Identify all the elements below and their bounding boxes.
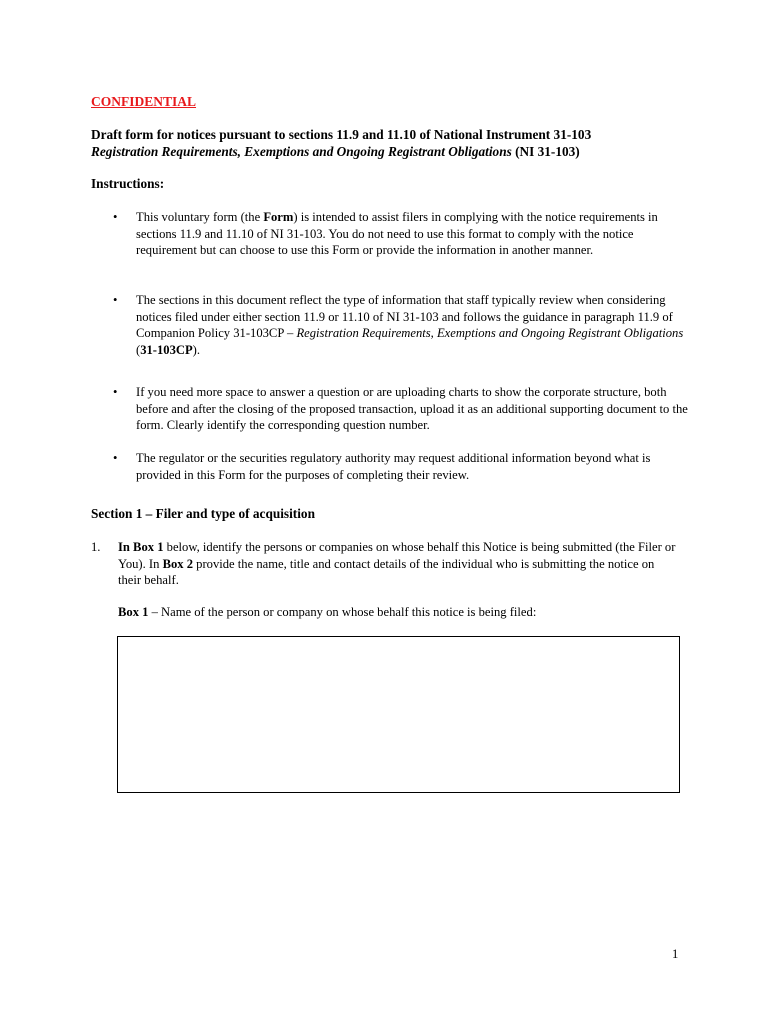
form-title-instrument-name: Registration Requirements, Exemptions and Ongoing Registrant Obligations bbox=[91, 144, 512, 159]
box-1-label: Box 1 – Name of the person or company on whose behalf this notice is being filed: bbox=[118, 605, 537, 619]
question-1-text: In Box 1 below, identify the persons or companies on whose behalf this Notice is being submitted (the Filer or You). In Box 2 provide the name, title and contact details of the individual who is submitting the notice on their behalf. bbox=[118, 540, 676, 588]
confidential-label: CONFIDENTIAL bbox=[91, 94, 197, 109]
instructions-heading: Instructions: bbox=[91, 176, 165, 191]
page-number: 1 bbox=[672, 947, 679, 961]
instruction-text-4: The regulator or the securities regulatory authority may request additional information beyond what is provided in this Form for the purposes of completing their review. bbox=[136, 451, 651, 482]
bullet-icon: • bbox=[113, 385, 118, 399]
form-title bbox=[91, 126, 711, 160]
bullet-icon: • bbox=[113, 293, 118, 307]
form-title-abbrev: (NI 31-103) bbox=[511, 144, 580, 159]
box-1-input[interactable] bbox=[117, 636, 680, 793]
section-1-heading: Section 1 – Filer and type of acquisition bbox=[91, 506, 315, 521]
question-number: 1. bbox=[91, 540, 101, 554]
form-title-line1: Draft form for notices pursuant to sections 11.9 and 11.10 of National Instrument 31-103 bbox=[91, 127, 592, 142]
instruction-text-3: If you need more space to answer a question or are uploading charts to show the corporate structure, both before and after the closing of the proposed transaction, upload it as an additional supporting document to the form. Clearly identify the corresponding question number. bbox=[136, 385, 688, 433]
bullet-icon: • bbox=[113, 451, 118, 465]
form-term: Form bbox=[263, 210, 294, 224]
bullet-icon: • bbox=[113, 210, 118, 224]
instruction-text-1: This voluntary form (the Form) is intended to assist filers in complying with the notice requirements in sections 11.9 and 11.10 of NI 31-103. You do not need to use this format to comply with the notice requirement but can choose to use this Form or provide the information in another manner. bbox=[136, 210, 658, 258]
instruction-text-2: The sections in this document reflect the type of information that staff typically review when considering notices filed under either section 11.9 or 11.10 of NI 31-103 and follows the guidance in paragraph 11.9 of Companion Policy 31-103CP – Registration Requirements, Exemptions and Ongoing Registrant Obligations (31-103CP). bbox=[136, 293, 684, 357]
cp-term: 31-103CP bbox=[140, 342, 193, 357]
